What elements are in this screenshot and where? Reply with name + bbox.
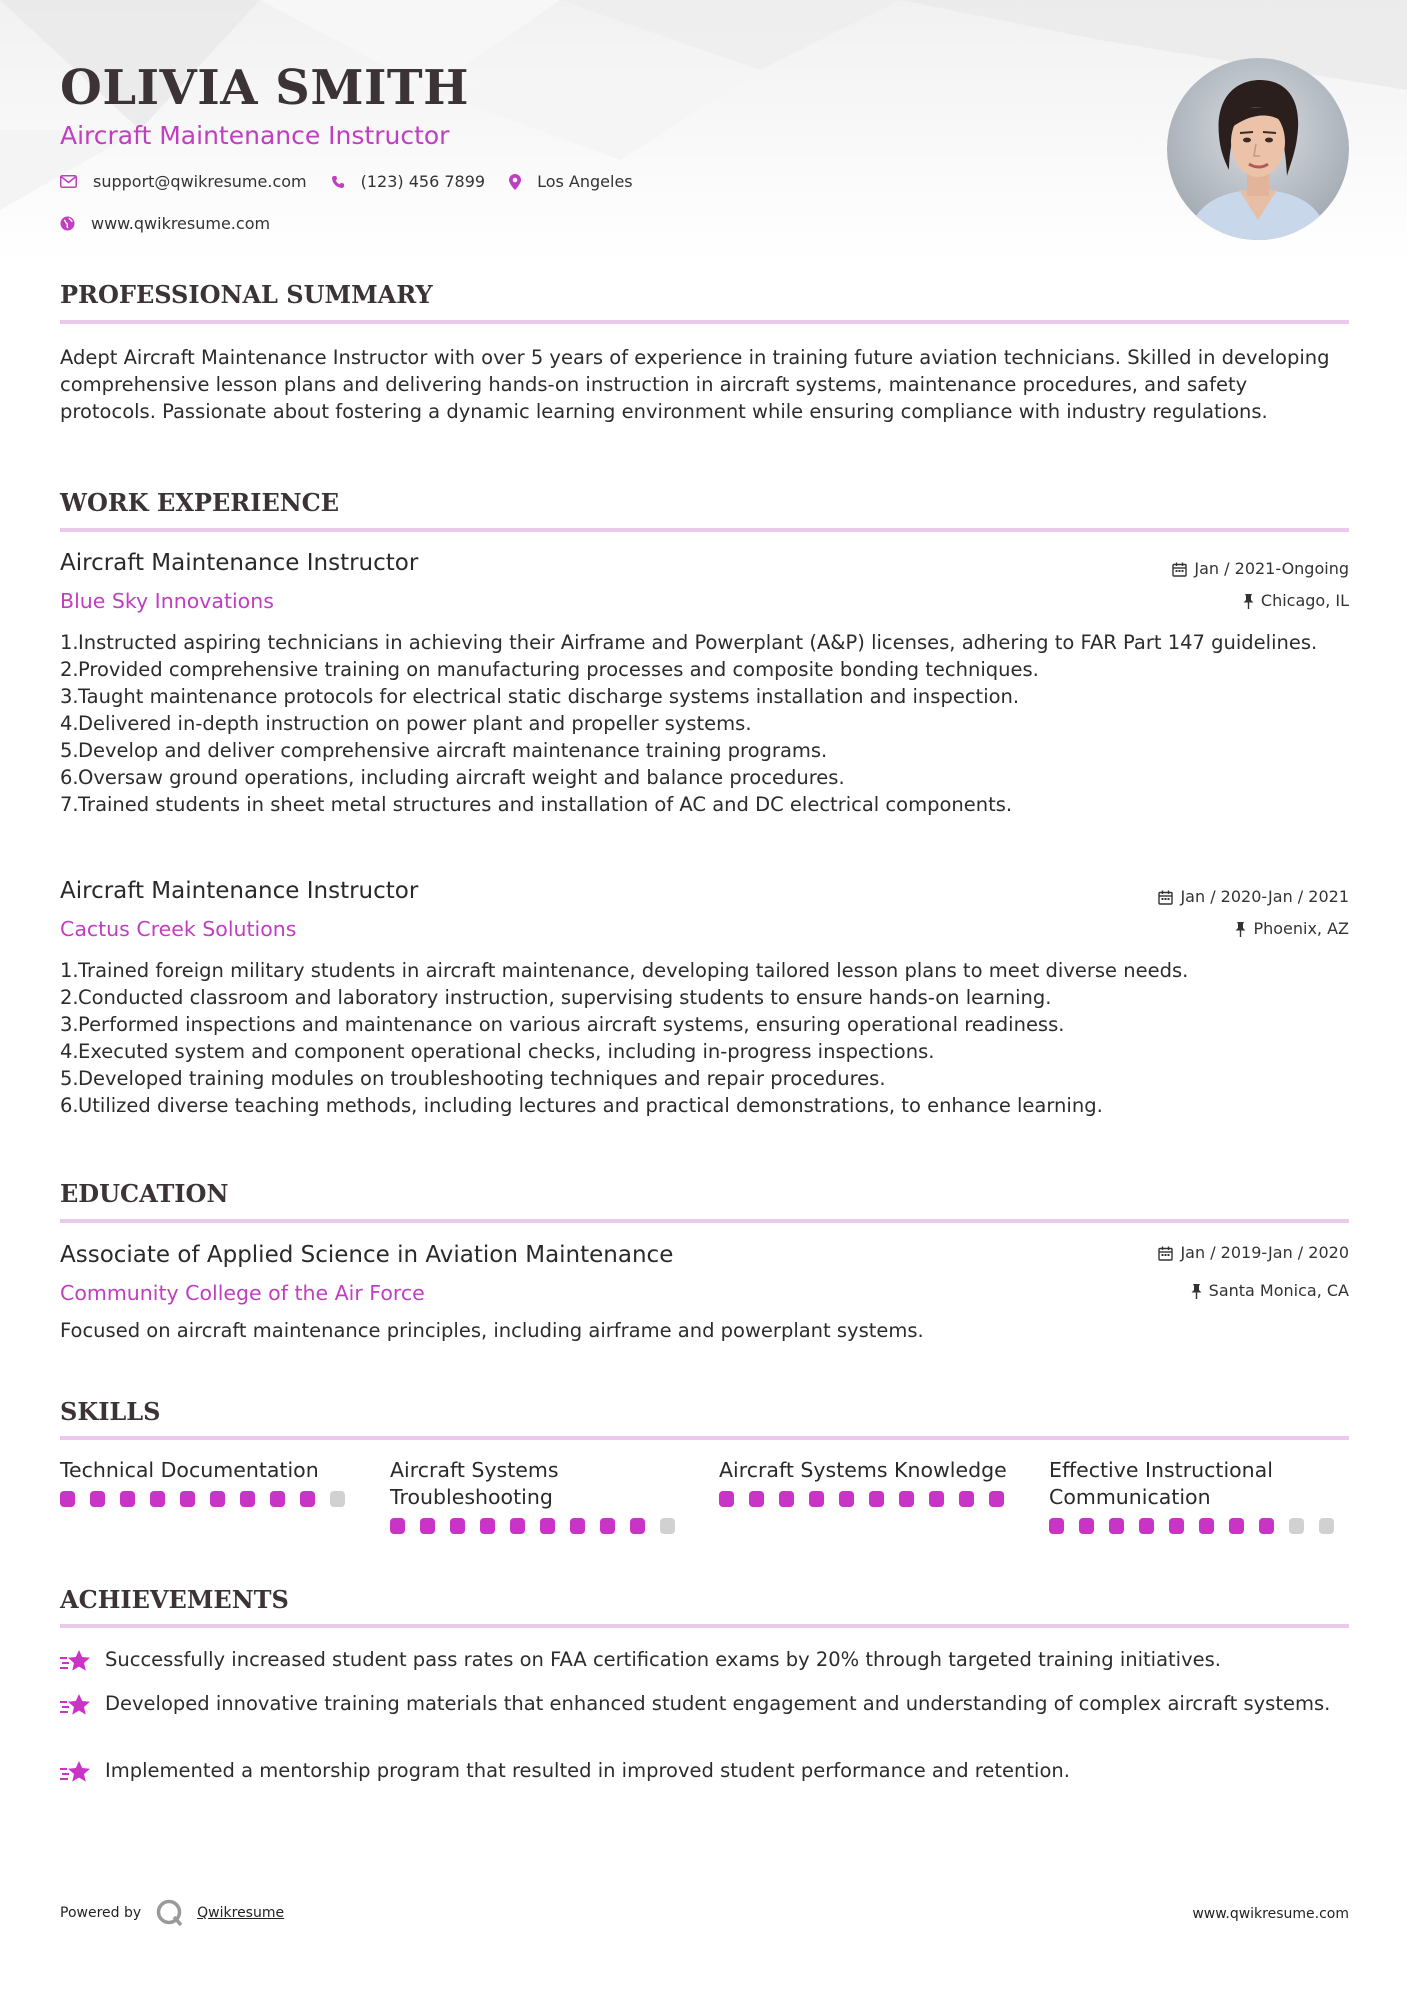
skill-dot-filled: [120, 1491, 135, 1507]
skill-dot-filled: [929, 1491, 944, 1507]
skill-dot-filled: [540, 1518, 555, 1534]
calendar-icon: [1158, 890, 1173, 905]
list-item: Developed training modules on troubleshooting techniques and repair procedures.: [78, 1067, 886, 1090]
job-dates: [1158, 886, 1349, 908]
location-text: Los Angeles: [537, 172, 633, 191]
list-item: Instructed aspiring technicians in achieving their Airframe and Powerplant (A&P) licenses, adhering to FAR Part 147 guidelines.: [78, 631, 1318, 654]
work-heading: WORK EXPERIENCE: [60, 488, 340, 517]
shooting-star-icon: [60, 1648, 93, 1674]
job-company: Blue Sky Innovations: [60, 589, 274, 613]
skill-dot-filled: [719, 1491, 734, 1507]
globe-icon: [60, 216, 75, 231]
list-item: Develop and deliver comprehensive aircraft maintenance training programs.: [78, 739, 828, 762]
skill-dot-filled: [570, 1518, 585, 1534]
skill-dot-filled: [300, 1491, 315, 1507]
skill-dot-filled: [809, 1491, 824, 1507]
skill-label: Aircraft Systems Troubleshooting: [390, 1458, 559, 1509]
skill-dot-filled: [749, 1491, 764, 1507]
list-item: Taught maintenance protocols for electrical static discharge systems installation and inspection.: [78, 685, 1020, 708]
skill-label: Aircraft Systems Knowledge: [719, 1458, 1007, 1482]
job-responsibilities: [60, 957, 1349, 1119]
calendar-icon: [1172, 562, 1187, 577]
achievement-text: Successfully increased student pass rates on FAA certification exams by 20% through targeted training initiatives.: [105, 1648, 1221, 1671]
skill-dot-empty: [1289, 1518, 1304, 1534]
skill-dot-filled: [150, 1491, 165, 1507]
skill-dot-filled: [899, 1491, 914, 1507]
skill-item: [719, 1457, 1019, 1507]
degree-title: Associate of Applied Science in Aviation Maintenance: [60, 1242, 674, 1268]
education-dates-text: Jan / 2019-Jan / 2020: [1180, 1243, 1349, 1262]
shooting-star-icon: [60, 1692, 93, 1718]
pushpin-icon: [1243, 594, 1254, 609]
skills-heading: SKILLS: [60, 1397, 161, 1426]
skill-label: Effective Instructional Communication: [1049, 1458, 1273, 1509]
skill-dot-filled: [210, 1491, 225, 1507]
skill-dot-filled: [390, 1518, 405, 1534]
skill-dot-filled: [1199, 1518, 1214, 1534]
education-location-text: Santa Monica, CA: [1208, 1281, 1349, 1300]
achievements-heading: ACHIEVEMENTS: [60, 1585, 289, 1614]
education-heading: EDUCATION: [60, 1179, 229, 1208]
list-item: Utilized diverse teaching methods, including lectures and practical demonstrations, to enhance learning.: [78, 1094, 1103, 1117]
candidate-role: Aircraft Maintenance Instructor: [60, 121, 450, 150]
summary-heading: PROFESSIONAL SUMMARY: [60, 280, 433, 309]
contact-email[interactable]: [60, 172, 307, 191]
list-item: Conducted classroom and laboratory instruction, supervising students to ensure hands-on learning.: [78, 986, 1052, 1009]
school-name: Community College of the Air Force: [60, 1281, 425, 1305]
achievement-item: [60, 1646, 1349, 1674]
contact-row-web: [60, 214, 294, 233]
job-location: [1243, 590, 1349, 612]
skill-dot-filled: [240, 1491, 255, 1507]
skill-dot-filled: [180, 1491, 195, 1507]
candidate-name: OLIVIA SMITH: [60, 60, 469, 116]
summary-divider: [60, 320, 1349, 324]
job-responsibilities: [60, 629, 1349, 818]
email-text: support@qwikresume.com: [93, 172, 307, 191]
shooting-star-icon: [60, 1759, 93, 1785]
list-item: Performed inspections and maintenance on various aircraft systems, ensuring operational readiness.: [78, 1013, 1065, 1036]
map-pin-icon: [509, 174, 521, 190]
qwikresume-logo-icon: [155, 1898, 185, 1928]
skill-item: [1049, 1457, 1349, 1534]
skill-dot-filled: [420, 1518, 435, 1534]
skill-dot-empty: [1319, 1518, 1334, 1534]
skill-item: [60, 1457, 360, 1507]
achievement-item: [60, 1690, 1349, 1718]
website-text: www.qwikresume.com: [91, 214, 271, 233]
skill-dot-filled: [480, 1518, 495, 1534]
skill-dot-filled: [1079, 1518, 1094, 1534]
summary-text: Adept Aircraft Maintenance Instructor with over 5 years of experience in training future aviation technicians. Skilled in developing comprehensive lesson plans and delivering hands-on instruction in aircraft systems, maintenance procedures, and safety protocols. Passionate about fostering a dynamic learning environment while ensuring compliance with industry regulations.: [60, 346, 1330, 423]
skill-dot-filled: [60, 1491, 75, 1507]
job-title: Aircraft Maintenance Instructor: [60, 550, 419, 576]
job-title: Aircraft Maintenance Instructor: [60, 878, 419, 904]
list-item: Trained students in sheet metal structures and installation of AC and DC electrical components.: [78, 793, 1013, 816]
skill-dot-filled: [959, 1491, 974, 1507]
skill-dot-filled: [869, 1491, 884, 1507]
skill-dot-filled: [450, 1518, 465, 1534]
skill-dot-filled: [1259, 1518, 1274, 1534]
education-divider: [60, 1219, 1349, 1223]
contact-website[interactable]: [60, 214, 270, 233]
achievements-divider: [60, 1624, 1349, 1628]
phone-icon: [331, 175, 345, 189]
skill-rating: [390, 1518, 690, 1534]
skill-dot-empty: [330, 1491, 345, 1507]
job-dates: [1172, 558, 1349, 580]
phone-text: (123) 456 7899: [360, 172, 486, 191]
footer-website[interactable]: www.qwikresume.com: [1192, 1906, 1349, 1922]
skill-dot-filled: [1049, 1518, 1064, 1534]
job-dates-text: Jan / 2021-Ongoing: [1194, 559, 1349, 578]
job-dates-text: Jan / 2020-Jan / 2021: [1180, 887, 1349, 906]
skill-label: Technical Documentation: [60, 1458, 319, 1482]
job-location: [1235, 918, 1349, 940]
achievement-text: Implemented a mentorship program that resulted in improved student performance and retention.: [105, 1759, 1070, 1782]
pushpin-icon: [1191, 1284, 1202, 1299]
skill-dot-filled: [989, 1491, 1004, 1507]
contact-row: [60, 172, 657, 191]
skill-dot-empty: [660, 1518, 675, 1534]
skill-dot-filled: [510, 1518, 525, 1534]
education-dates: [1158, 1242, 1349, 1264]
powered-by-label: Powered by: [60, 1905, 142, 1921]
list-item: Executed system and component operational checks, including in-progress inspections.: [78, 1040, 935, 1063]
education-description: Focused on aircraft maintenance principles, including airframe and powerplant systems.: [60, 1319, 924, 1342]
skill-dot-filled: [600, 1518, 615, 1534]
skill-dot-filled: [270, 1491, 285, 1507]
footer-powered-by: [60, 1898, 284, 1928]
job-company: Cactus Creek Solutions: [60, 917, 297, 941]
education-location: [1191, 1280, 1349, 1302]
qwikresume-link[interactable]: Qwikresume: [197, 1905, 285, 1921]
skill-dot-filled: [1139, 1518, 1154, 1534]
skill-dot-filled: [839, 1491, 854, 1507]
list-item: Provided comprehensive training on manufacturing processes and composite bonding techniques.: [78, 658, 1039, 681]
contact-phone[interactable]: [331, 172, 485, 191]
work-divider: [60, 528, 1349, 532]
pushpin-icon: [1235, 922, 1246, 937]
skill-dot-filled: [90, 1491, 105, 1507]
job-location-text: Phoenix, AZ: [1253, 919, 1349, 938]
skill-dot-filled: [779, 1491, 794, 1507]
contact-location: [509, 172, 633, 191]
envelope-icon: [60, 175, 77, 188]
skill-rating: [1049, 1518, 1349, 1534]
skill-rating: [60, 1491, 360, 1507]
calendar-icon: [1158, 1246, 1173, 1261]
skill-dot-filled: [630, 1518, 645, 1534]
achievement-item: [60, 1757, 1349, 1785]
skill-rating: [719, 1491, 1019, 1507]
achievement-text: Developed innovative training materials that enhanced student engagement and understanding of complex aircraft systems.: [105, 1692, 1331, 1715]
list-item: Trained foreign military students in aircraft maintenance, developing tailored lesson plans to meet diverse needs.: [78, 959, 1189, 982]
skill-item: [390, 1457, 690, 1534]
skill-dot-filled: [1169, 1518, 1184, 1534]
list-item: Delivered in-depth instruction on power plant and propeller systems.: [78, 712, 752, 735]
skills-divider: [60, 1436, 1349, 1440]
list-item: Oversaw ground operations, including aircraft weight and balance procedures.: [78, 766, 845, 789]
skill-dot-filled: [1229, 1518, 1244, 1534]
job-location-text: Chicago, IL: [1260, 591, 1349, 610]
skill-dot-filled: [1109, 1518, 1124, 1534]
profile-photo: [1167, 58, 1349, 240]
